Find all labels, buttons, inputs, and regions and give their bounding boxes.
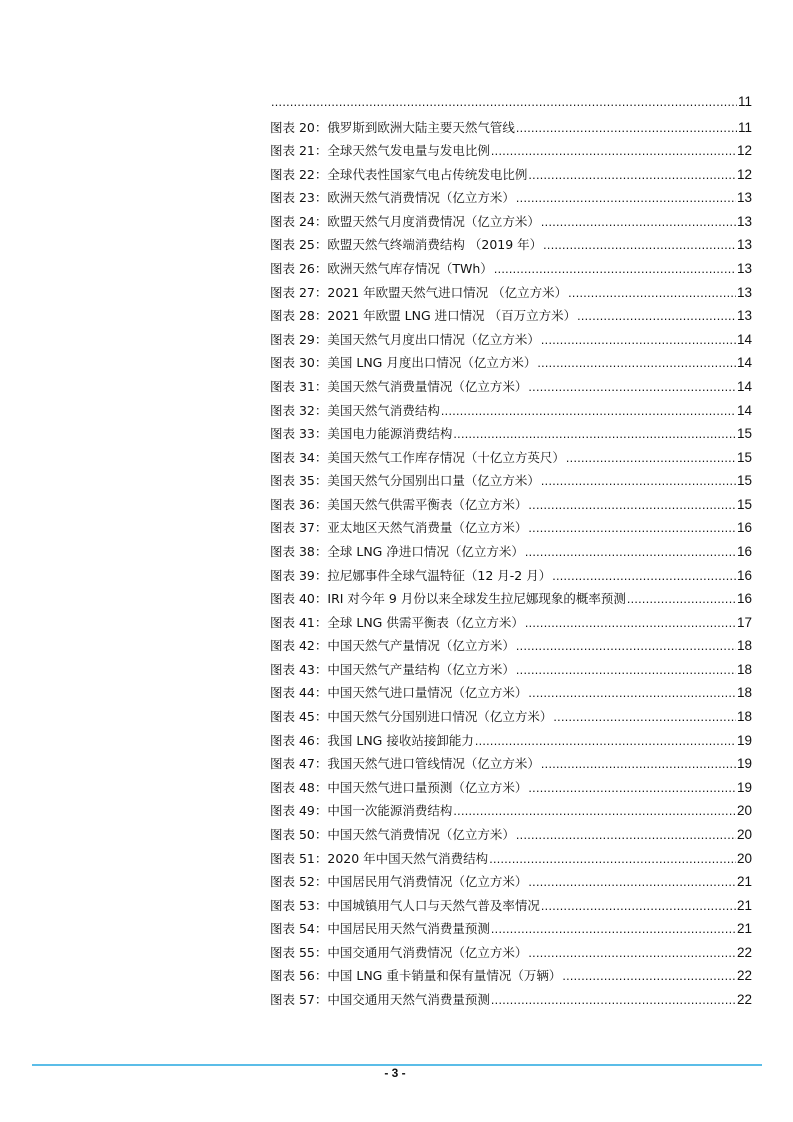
dot-leader	[271, 95, 737, 109]
figure-label: 图表 47：	[270, 756, 328, 772]
toc-entry[interactable]	[270, 283, 752, 307]
toc-entry[interactable]	[270, 660, 752, 684]
page-ref: 14	[736, 331, 752, 347]
figure-title: 拉尼娜事件全球气温特征（12 月-2 月）	[327, 567, 552, 583]
figure-title: 中国天然气进口量预测（亿立方米）	[327, 779, 528, 795]
dot-leader	[541, 899, 736, 913]
figure-label: 图表 22：	[270, 166, 328, 182]
figure-label: 图表 50：	[270, 826, 328, 842]
figure-title: 全球 LNG 净进口情况（亿立方米）	[327, 543, 524, 559]
figure-title: 美国天然气供需平衡表（亿立方米）	[327, 496, 528, 512]
figure-title: 中国交通用天然气消费量预测	[327, 991, 490, 1007]
figure-label: 图表 43：	[270, 661, 328, 677]
page-ref: 17	[736, 614, 752, 630]
page-ref: 13	[736, 190, 752, 206]
figure-label: 图表 55：	[270, 944, 328, 960]
toc-entry[interactable]	[270, 896, 752, 920]
page-ref: 20	[736, 826, 752, 842]
figure-label: 图表 23：	[270, 190, 328, 206]
dot-leader	[516, 121, 737, 135]
dot-leader	[537, 356, 736, 370]
figure-label: 图表 24：	[270, 213, 328, 229]
dot-leader	[528, 781, 736, 795]
dot-leader	[528, 168, 736, 182]
dot-leader	[525, 616, 736, 630]
toc-entry[interactable]	[270, 518, 752, 542]
dot-leader	[528, 521, 736, 535]
page-ref: 14	[736, 378, 752, 394]
dot-leader	[528, 380, 736, 394]
toc-entry[interactable]	[270, 825, 752, 849]
figure-title: 中国居民用气消费情况（亿立方米）	[327, 874, 528, 890]
figure-label: 图表 31：	[270, 378, 328, 394]
dot-leader	[491, 922, 736, 936]
figure-label: 图表 37：	[270, 520, 328, 536]
toc-entry[interactable]	[270, 966, 752, 990]
page-ref: 16	[736, 543, 752, 559]
toc-entry[interactable]	[270, 707, 752, 731]
dot-leader	[453, 804, 736, 818]
dot-leader	[475, 734, 736, 748]
page-ref: 18	[736, 685, 752, 701]
figure-label: 图表 45：	[270, 709, 328, 725]
toc-entry[interactable]	[270, 259, 752, 283]
toc-entry[interactable]	[270, 235, 752, 259]
dot-leader	[541, 215, 736, 229]
figure-label: 图表 35：	[270, 473, 328, 489]
dot-leader	[528, 946, 736, 960]
toc-entry[interactable]	[270, 613, 752, 637]
toc-entry[interactable]	[270, 424, 752, 448]
figure-label: 图表 36：	[270, 496, 328, 512]
figure-label: 图表 54：	[270, 921, 328, 937]
toc-entry[interactable]	[270, 165, 752, 189]
page-ref: 13	[736, 261, 752, 277]
toc-entry[interactable]	[270, 401, 752, 425]
dot-leader	[516, 191, 736, 205]
figure-title: 中国交通用气消费情况（亿立方米）	[327, 944, 528, 960]
dot-leader	[494, 262, 736, 276]
toc-entry[interactable]	[270, 731, 752, 755]
figure-title: 中国天然气产量结构（亿立方米）	[327, 661, 515, 677]
dot-leader	[553, 710, 736, 724]
page-ref: 20	[736, 803, 752, 819]
figure-title: 美国天然气工作库存情况（十亿立方英尺）	[327, 449, 565, 465]
figure-title: 中国一次能源消费结构	[327, 803, 453, 819]
figure-title: 欧盟天然气月度消费情况（亿立方米）	[327, 213, 540, 229]
figure-label: 图表 21：	[270, 143, 328, 159]
page-ref: 14	[736, 402, 752, 418]
dot-leader	[566, 451, 736, 465]
page-ref: 14	[736, 355, 752, 371]
figure-label: 图表 29：	[270, 331, 328, 347]
page-ref: 19	[736, 756, 752, 772]
page-ref: 19	[736, 732, 752, 748]
figure-label: 图表 30：	[270, 355, 328, 371]
toc-entry[interactable]	[270, 990, 752, 1014]
figure-title: 美国天然气月度出口情况（亿立方米）	[327, 331, 540, 347]
toc-entry[interactable]	[270, 754, 752, 778]
figure-label: 图表 25：	[270, 237, 328, 253]
dot-leader	[541, 757, 736, 771]
figure-label: 图表 42：	[270, 638, 328, 654]
page-ref: 13	[736, 237, 752, 253]
toc-entry[interactable]	[270, 495, 752, 519]
figure-label: 图表 32：	[270, 402, 328, 418]
page-ref: 16	[736, 520, 752, 536]
figure-title: 中国城镇用气人口与天然气普及率情况	[327, 897, 540, 913]
figure-title: IRI 对今年 9 月份以来全球发生拉尼娜现象的概率预测	[327, 591, 626, 607]
dot-leader	[562, 969, 736, 983]
page-ref: 21	[736, 897, 752, 913]
figure-label: 图表 26：	[270, 261, 328, 277]
figure-title: 全球天然气发电量与发电比例	[327, 143, 490, 159]
toc-entry[interactable]	[270, 377, 752, 401]
page-ref: 15	[736, 426, 752, 442]
dot-leader	[627, 592, 736, 606]
figure-title: 中国天然气进口量情况（亿立方米）	[327, 685, 528, 701]
figure-label: 图表 33：	[270, 426, 328, 442]
dot-leader	[528, 875, 736, 889]
toc-continuation-row[interactable]	[270, 94, 752, 118]
figure-title: 美国电力能源消费结构	[327, 426, 453, 442]
page-number: - 3 -	[384, 1066, 406, 1080]
dot-leader	[541, 474, 736, 488]
figure-label: 图表 34：	[270, 449, 328, 465]
dot-leader	[541, 333, 736, 347]
figure-title: 欧盟天然气终端消费结构 （2019 年）	[327, 237, 543, 253]
toc-entry[interactable]	[270, 353, 752, 377]
figure-title: 2021 年欧盟天然气进口情况 （亿立方米）	[327, 284, 568, 300]
page-ref: 22	[736, 968, 752, 984]
dot-leader	[489, 852, 736, 866]
figure-title: 美国天然气消费量情况（亿立方米）	[327, 378, 528, 394]
toc-entry[interactable]	[270, 919, 752, 943]
figure-title: 俄罗斯到欧洲大陆主要天然气管线	[327, 119, 515, 135]
page-ref: 12	[736, 143, 752, 159]
dot-leader	[528, 498, 736, 512]
figure-label: 图表 56：	[270, 968, 328, 984]
toc-entry[interactable]	[270, 589, 752, 613]
figure-title: 欧洲天然气消费情况（亿立方米）	[327, 190, 515, 206]
dot-leader	[552, 569, 736, 583]
dot-leader	[453, 427, 736, 441]
page-ref: 21	[736, 921, 752, 937]
figure-title: 全球代表性国家气电占传统发电比例	[327, 166, 528, 182]
page-ref: 18	[736, 709, 752, 725]
figure-label: 图表 48：	[270, 779, 328, 795]
page-ref: 16	[736, 567, 752, 583]
figure-label: 图表 53：	[270, 897, 328, 913]
page-ref: 11	[737, 94, 752, 109]
figure-title: 美国 LNG 月度出口情况（亿立方米）	[327, 355, 537, 371]
page-ref: 15	[736, 473, 752, 489]
toc-entry[interactable]	[270, 188, 752, 212]
dot-leader	[491, 144, 736, 158]
figure-title: 中国居民用天然气消费量预测	[327, 921, 490, 937]
dot-leader	[568, 286, 736, 300]
page-ref: 16	[736, 591, 752, 607]
toc-entry[interactable]	[270, 212, 752, 236]
toc-entry[interactable]	[270, 118, 752, 142]
figure-title: 我国 LNG 接收站接卸能力	[327, 732, 474, 748]
page-ref: 15	[736, 449, 752, 465]
page-ref: 15	[736, 496, 752, 512]
dot-leader	[441, 404, 736, 418]
figure-title: 美国天然气消费结构	[327, 402, 440, 418]
figure-title: 2021 年欧盟 LNG 进口情况 （百万立方米）	[327, 308, 577, 324]
dot-leader	[516, 663, 736, 677]
page-ref: 13	[736, 308, 752, 324]
figure-title: 2020 年中国天然气消费结构	[327, 850, 489, 866]
figure-label: 图表 39：	[270, 567, 328, 583]
page-ref: 12	[736, 166, 752, 182]
dot-leader	[528, 686, 736, 700]
page-ref: 19	[736, 779, 752, 795]
page-ref: 22	[736, 944, 752, 960]
toc-entry[interactable]	[270, 471, 752, 495]
page-ref: 18	[736, 638, 752, 654]
figure-title: 我国天然气进口管线情况（亿立方米）	[327, 756, 540, 772]
figure-label: 图表 38：	[270, 543, 328, 559]
figure-title: 美国天然气分国别出口量（亿立方米）	[327, 473, 540, 489]
figure-label: 图表 57：	[270, 991, 328, 1007]
figure-label: 图表 20：	[270, 119, 328, 135]
figure-title: 全球 LNG 供需平衡表（亿立方米）	[327, 614, 524, 630]
toc-entry[interactable]	[270, 306, 752, 330]
figure-label: 图表 40：	[270, 591, 328, 607]
figure-label: 图表 44：	[270, 685, 328, 701]
dot-leader	[516, 639, 736, 653]
page-ref: 21	[736, 874, 752, 890]
figure-label: 图表 52：	[270, 874, 328, 890]
toc-entry[interactable]	[270, 448, 752, 472]
page-ref: 18	[736, 661, 752, 677]
figure-label: 图表 49：	[270, 803, 328, 819]
figure-title: 中国天然气分国别进口情况（亿立方米）	[327, 709, 553, 725]
table-of-figures	[270, 94, 752, 1014]
figure-title: 中国 LNG 重卡销量和保有量情况（万辆）	[327, 968, 562, 984]
figure-label: 图表 51：	[270, 850, 328, 866]
figure-label: 图表 46：	[270, 732, 328, 748]
dot-leader	[577, 309, 736, 323]
toc-entry[interactable]	[270, 943, 752, 967]
figure-title: 中国天然气产量情况（亿立方米）	[327, 638, 515, 654]
dot-leader	[491, 993, 736, 1007]
toc-entry[interactable]	[270, 778, 752, 802]
dot-leader	[525, 545, 736, 559]
toc-entry[interactable]	[270, 542, 752, 566]
figure-title: 亚太地区天然气消费量（亿立方米）	[327, 520, 528, 536]
page-ref: 11	[737, 119, 752, 135]
figure-label: 图表 28：	[270, 308, 328, 324]
figure-label: 图表 41：	[270, 614, 328, 630]
toc-entry[interactable]	[270, 330, 752, 354]
dot-leader	[543, 238, 736, 252]
toc-entry[interactable]	[270, 636, 752, 660]
page-ref: 20	[736, 850, 752, 866]
figure-title: 中国天然气消费情况（亿立方米）	[327, 826, 515, 842]
toc-entry[interactable]	[270, 566, 752, 590]
page-ref: 22	[736, 991, 752, 1007]
page-ref: 13	[736, 213, 752, 229]
toc-entry[interactable]	[270, 872, 752, 896]
figure-title: 欧洲天然气库存情况（TWh）	[327, 261, 493, 277]
toc-entry[interactable]	[270, 683, 752, 707]
toc-entry[interactable]	[270, 849, 752, 873]
dot-leader	[516, 828, 736, 842]
toc-entry[interactable]	[270, 141, 752, 165]
toc-entry[interactable]	[270, 801, 752, 825]
figure-label: 图表 27：	[270, 284, 328, 300]
page-ref: 13	[736, 284, 752, 300]
